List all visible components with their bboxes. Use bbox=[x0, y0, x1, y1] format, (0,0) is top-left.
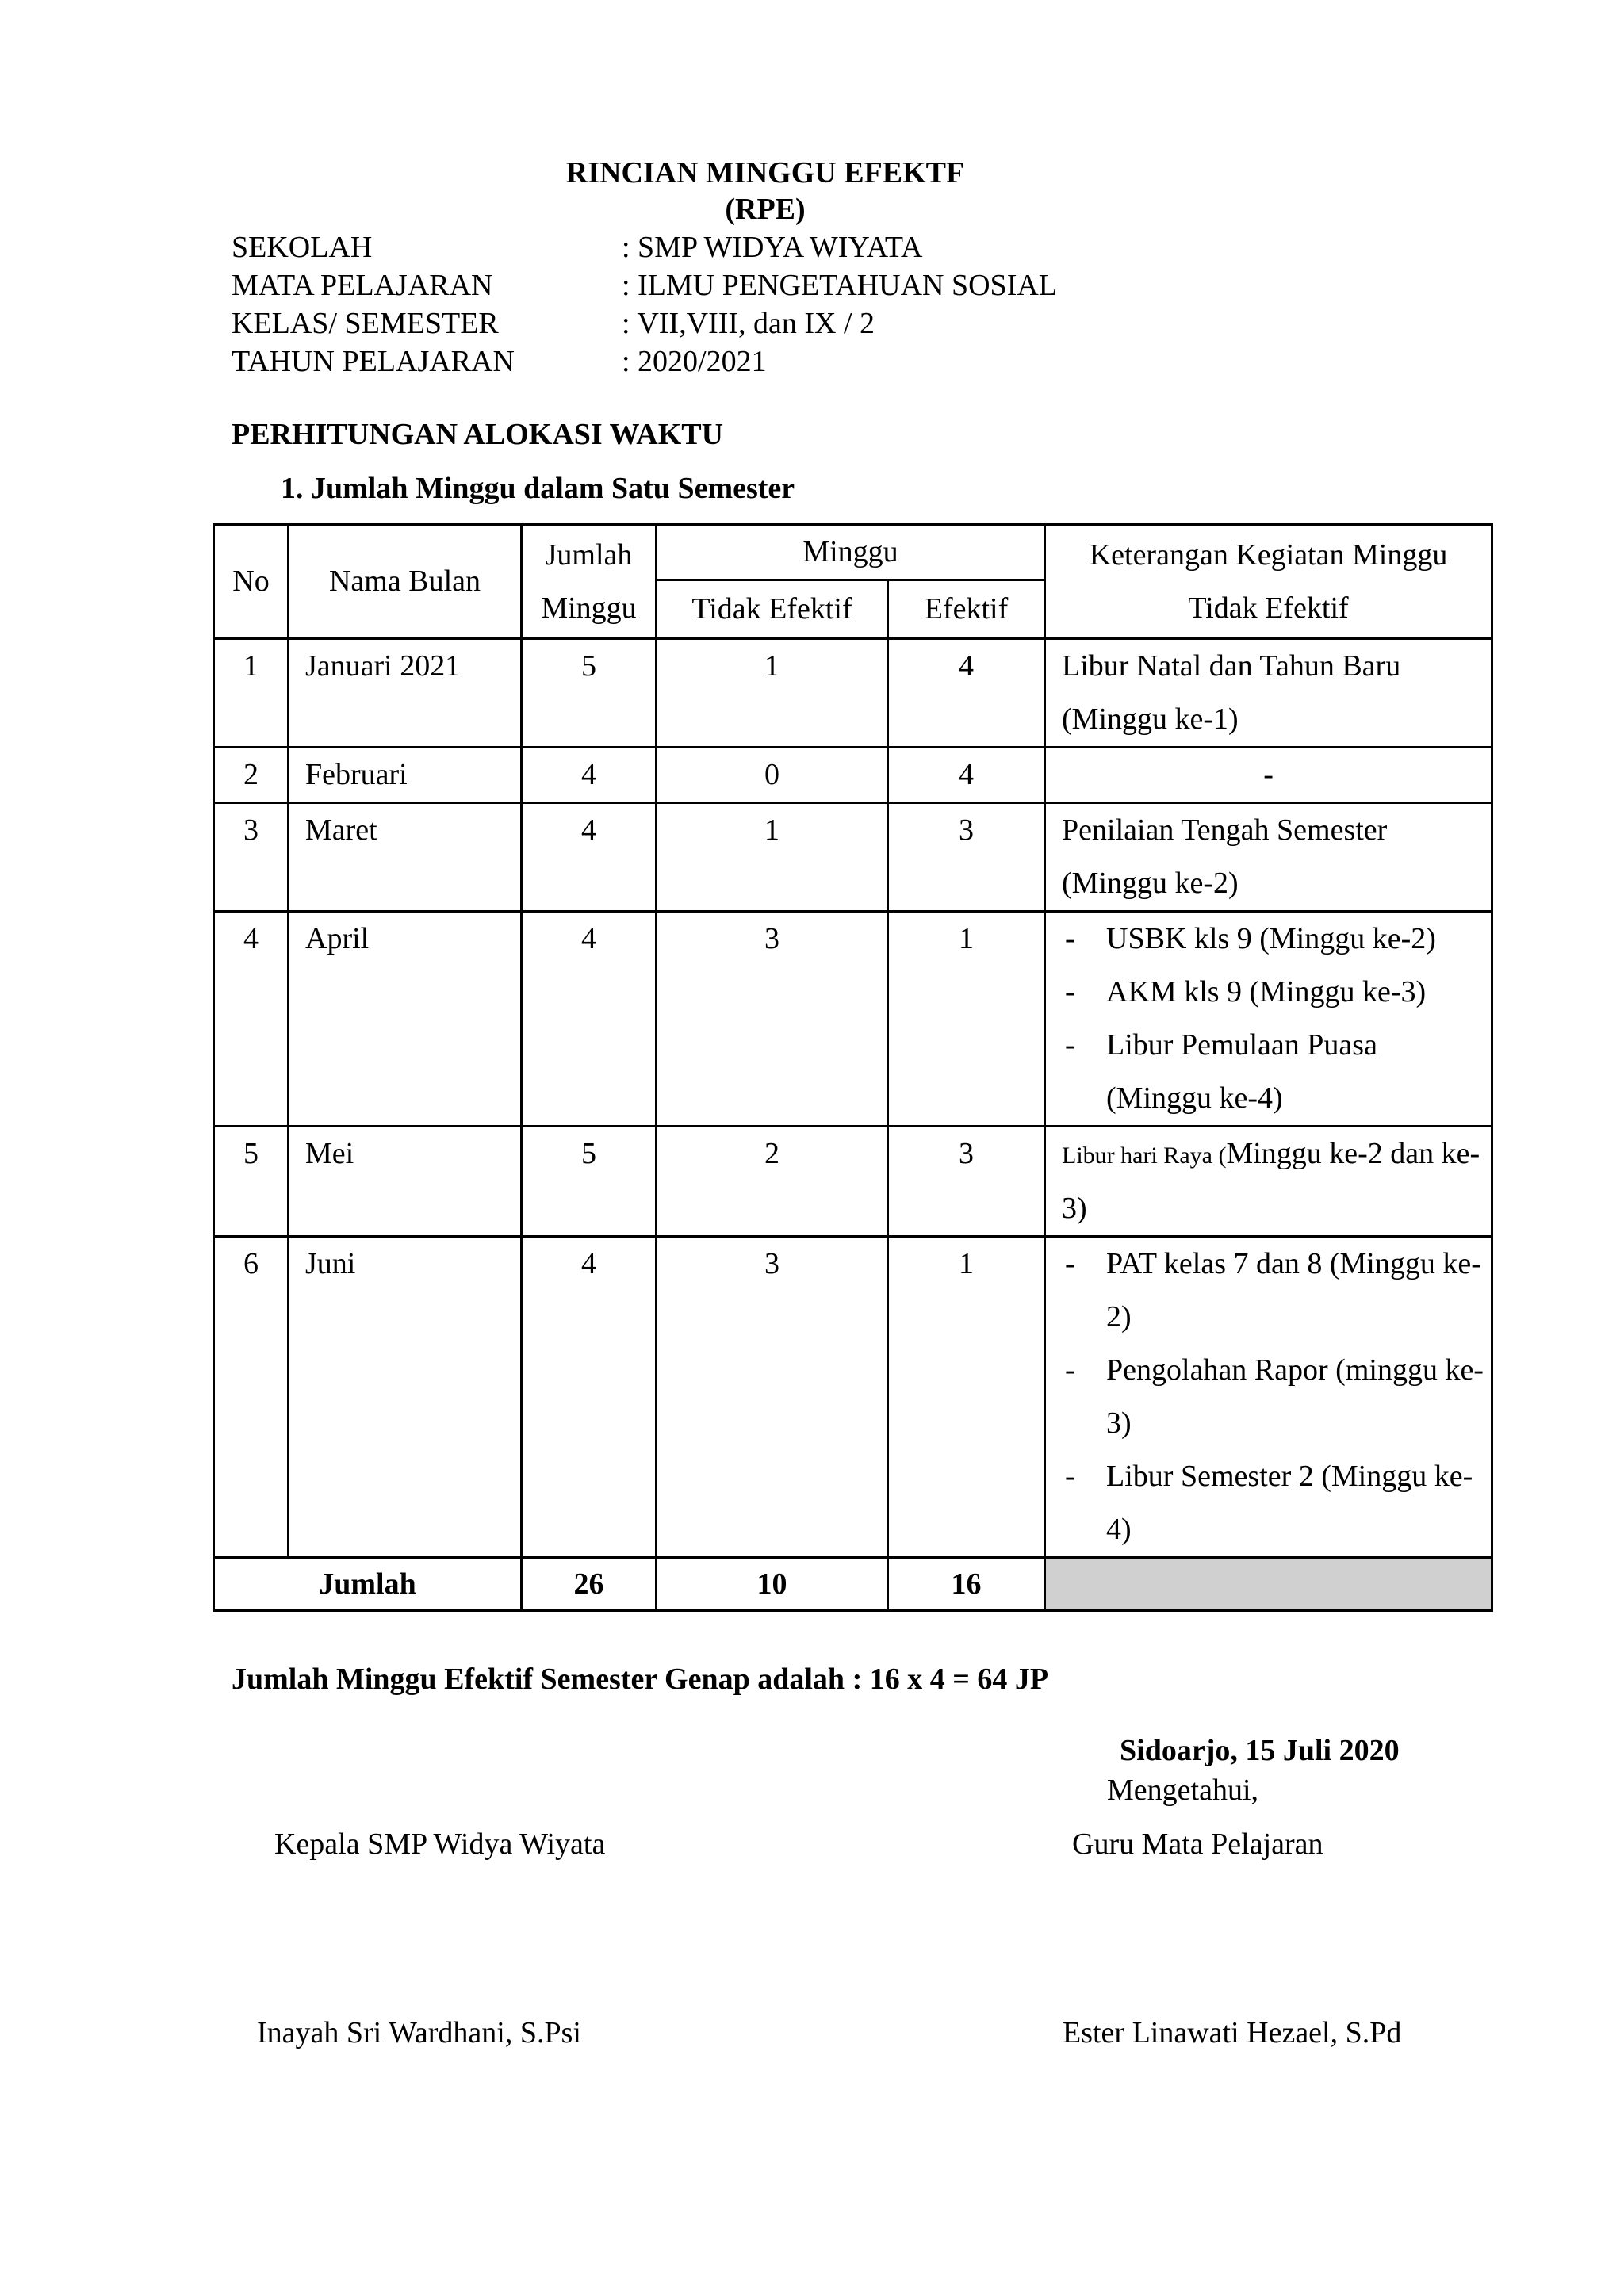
row-efektif: 1 bbox=[888, 912, 1045, 1127]
row-keterangan: Penilaian Tengah Semester (Minggu ke-2) bbox=[1045, 803, 1492, 912]
row-tidak-efektif: 3 bbox=[657, 912, 888, 1127]
row-keterangan bbox=[1045, 1127, 1492, 1237]
info-value-kelas-semester: : VII,VIII, dan IX / 2 bbox=[622, 307, 875, 340]
header-jumlah-minggu bbox=[522, 525, 657, 639]
total-keterangan-empty bbox=[1045, 1558, 1492, 1611]
row-jumlah: 4 bbox=[522, 912, 657, 1127]
row-bulan: Januari 2021 bbox=[289, 639, 522, 748]
header-keterangan bbox=[1045, 525, 1492, 639]
row-efektif: 4 bbox=[888, 748, 1045, 803]
info-value-tahun-pelajaran: : 2020/2021 bbox=[622, 345, 767, 378]
row-no: 1 bbox=[214, 639, 289, 748]
signature-acknowledged: Mengetahui, bbox=[1107, 1774, 1259, 1807]
row-no: 3 bbox=[214, 803, 289, 912]
info-label-tahun-pelajaran: TAHUN PELAJARAN bbox=[232, 345, 515, 378]
list-item: - USBK kls 9 (Minggu ke-2) bbox=[1062, 913, 1484, 966]
document-title: RINCIAN MINGGU EFEKTF bbox=[565, 156, 965, 189]
table-row bbox=[214, 639, 1492, 748]
header-efektif: Efektif bbox=[888, 580, 1045, 639]
row-no: 4 bbox=[214, 912, 289, 1127]
row-tidak-efektif: 2 bbox=[657, 1127, 888, 1237]
signature-place-date: Sidoarjo, 15 Juli 2020 bbox=[1120, 1734, 1400, 1767]
info-value-mata-pelajaran: : ILMU PENGETAHUAN SOSIAL bbox=[622, 269, 1057, 302]
header-tidak-efektif: Tidak Efektif bbox=[657, 580, 888, 639]
week-table bbox=[213, 523, 1493, 1612]
row-efektif: 3 bbox=[888, 1127, 1045, 1237]
section-heading: PERHITUNGAN ALOKASI WAKTU bbox=[232, 418, 724, 451]
row-tidak-efektif: 1 bbox=[657, 803, 888, 912]
header-minggu: Minggu bbox=[657, 525, 1045, 580]
row-jumlah: 5 bbox=[522, 639, 657, 748]
teacher-name: Ester Linawati Hezael, S.Pd bbox=[1063, 2016, 1402, 2049]
row-efektif: 3 bbox=[888, 803, 1045, 912]
row-bulan: Juni bbox=[289, 1237, 522, 1558]
total-tidak-efektif: 10 bbox=[657, 1558, 888, 1611]
total-row bbox=[214, 1558, 1492, 1611]
list-item: - Pengolahan Rapor (minggu ke-3) bbox=[1062, 1344, 1484, 1450]
row-efektif: 4 bbox=[888, 639, 1045, 748]
table-row bbox=[214, 803, 1492, 912]
total-label: Jumlah bbox=[214, 1558, 522, 1611]
info-value-sekolah: : SMP WIDYA WIYATA bbox=[622, 231, 923, 264]
document-subtitle: (RPE) bbox=[725, 193, 806, 226]
total-jumlah: 26 bbox=[522, 1558, 657, 1611]
header-keterangan-line2: Tidak Efektif bbox=[1188, 591, 1349, 625]
row-keterangan: - bbox=[1045, 748, 1492, 803]
row-jumlah: 5 bbox=[522, 1127, 657, 1237]
row-bulan: Februari bbox=[289, 748, 522, 803]
list-item: - PAT kelas 7 dan 8 (Minggu ke-2) bbox=[1062, 1238, 1484, 1344]
header-no: No bbox=[214, 525, 289, 639]
info-label-kelas-semester: KELAS/ SEMESTER bbox=[232, 307, 499, 340]
row-keterangan bbox=[1045, 912, 1492, 1127]
row-efektif: 1 bbox=[888, 1237, 1045, 1558]
header-keterangan-line1: Keterangan Kegiatan Minggu bbox=[1089, 538, 1448, 572]
row-jumlah: 4 bbox=[522, 803, 657, 912]
table-row bbox=[214, 912, 1492, 1127]
row-bulan: April bbox=[289, 912, 522, 1127]
row-bulan: Maret bbox=[289, 803, 522, 912]
subheading: 1. Jumlah Minggu dalam Satu Semester bbox=[281, 472, 795, 505]
row-keterangan: Libur Natal dan Tahun Baru (Minggu ke-1) bbox=[1045, 639, 1492, 748]
teacher-role: Guru Mata Pelajaran bbox=[1072, 1827, 1323, 1861]
row-jumlah: 4 bbox=[522, 1237, 657, 1558]
row-jumlah: 4 bbox=[522, 748, 657, 803]
list-item: - Libur Pemulaan Puasa (Minggu ke-4) bbox=[1062, 1019, 1484, 1125]
keterangan-text: Minggu ke-2 dan ke-3) bbox=[1062, 1137, 1480, 1225]
principal-role: Kepala SMP Widya Wiyata bbox=[274, 1827, 606, 1861]
row-tidak-efektif: 3 bbox=[657, 1237, 888, 1558]
row-no: 6 bbox=[214, 1237, 289, 1558]
list-item: - AKM kls 9 (Minggu ke-3) bbox=[1062, 966, 1484, 1019]
table-row bbox=[214, 748, 1492, 803]
row-bulan: Mei bbox=[289, 1127, 522, 1237]
info-label-sekolah: SEKOLAH bbox=[232, 231, 373, 264]
row-no: 2 bbox=[214, 748, 289, 803]
principal-name: Inayah Sri Wardhani, S.Psi bbox=[257, 2016, 581, 2049]
row-no: 5 bbox=[214, 1127, 289, 1237]
header-jumlah-minggu-line1: Jumlah bbox=[545, 538, 633, 572]
table-row bbox=[214, 1127, 1492, 1237]
row-tidak-efektif: 1 bbox=[657, 639, 888, 748]
summary-line: Jumlah Minggu Efektif Semester Genap adalah : 16 x 4 = 64 JP bbox=[232, 1663, 1049, 1696]
info-label-mata-pelajaran: MATA PELAJARAN bbox=[232, 269, 493, 302]
row-tidak-efektif: 0 bbox=[657, 748, 888, 803]
header-jumlah-minggu-line2: Minggu bbox=[541, 591, 637, 625]
list-item: - Libur Semester 2 (Minggu ke-4) bbox=[1062, 1450, 1484, 1556]
total-efektif: 16 bbox=[888, 1558, 1045, 1611]
table-row bbox=[214, 1237, 1492, 1558]
row-keterangan bbox=[1045, 1237, 1492, 1558]
keterangan-small-text: Libur hari Raya ( bbox=[1062, 1142, 1227, 1169]
header-nama-bulan: Nama Bulan bbox=[289, 525, 522, 639]
